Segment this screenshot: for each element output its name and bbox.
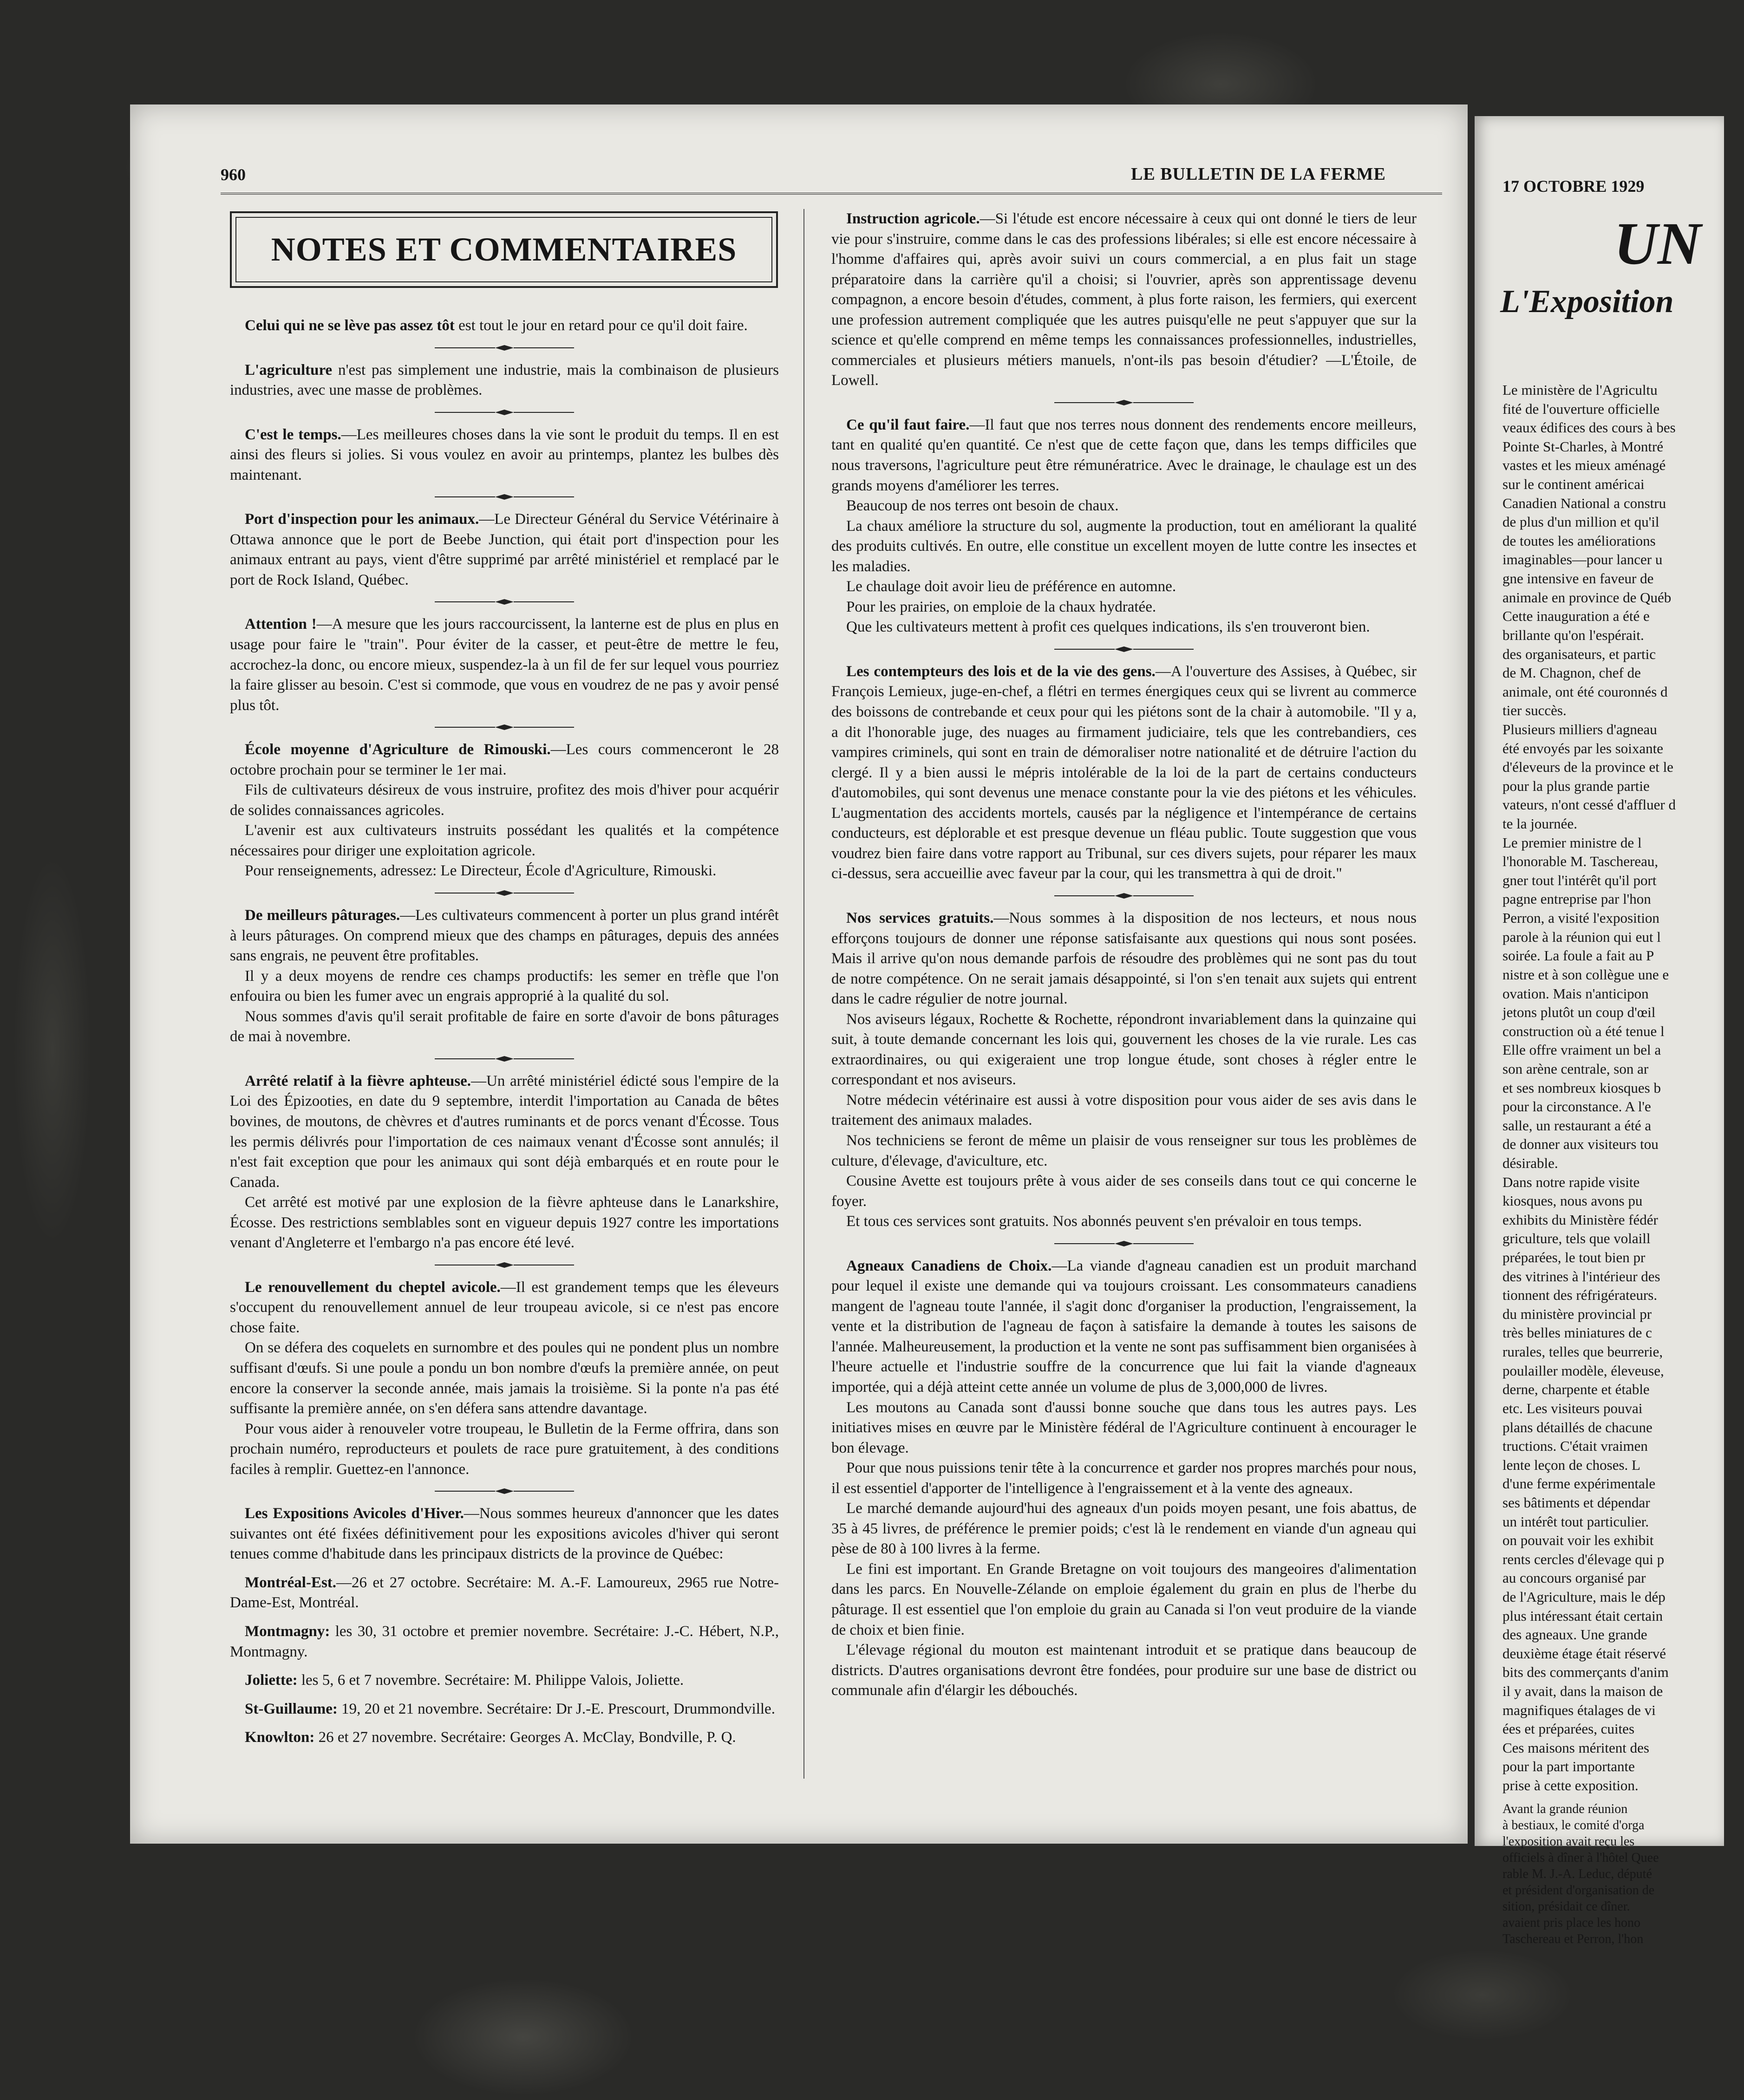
article-paragraph bbox=[230, 425, 779, 486]
left-column bbox=[230, 316, 779, 1756]
ornament-divider bbox=[1054, 1240, 1194, 1247]
article-lead: L'agriculture bbox=[245, 361, 333, 378]
article-paragraph: L'élevage régional du mouton est maintenant introduit et se pratique dans beaucoup de districts. D'autres organisations devront être fondées, pour produire sur une base de district ou communale afin d'élargir les débouchés. bbox=[831, 1642, 1417, 1699]
facing-page-line: son arène centrale, son ar bbox=[1502, 1060, 1649, 1077]
article-paragraph: On se défera des coquelets en surnombre et des poules qui ne pondent plus un nombre suffisant d'œufs. Si une poule a pondu un bon nombre d'œufs la première année, on peut encore la conserver la seconde année, mais jamais la troisième. Si la ponte n'a pas été suffisante la première année, on s'en défera sans attendre davantage. bbox=[230, 1339, 779, 1417]
article-entry bbox=[831, 209, 1417, 391]
facing-page-line: vastes et les mieux aménagé bbox=[1502, 457, 1666, 474]
article-entry bbox=[831, 415, 1417, 638]
article-paragraph: Pour vous aider à renouveler votre troupeau, le Bulletin de la Ferme offrira, dans son prochain numéro, reproducteurs et poulets de race pure gratuitement, à des conditions faciles à remplir. Guettez-en l'annonce. bbox=[230, 1420, 779, 1478]
facing-page-line: prise à cette exposition. bbox=[1502, 1777, 1639, 1794]
article-lead: École moyenne d'Agriculture de Rimouski. bbox=[245, 741, 551, 758]
facing-page-line: de plus d'un million et qu'il bbox=[1502, 514, 1659, 530]
facing-page-line: été envoyés par les soixante bbox=[1502, 740, 1664, 757]
section-title-box bbox=[230, 211, 778, 288]
article-entry bbox=[230, 1699, 779, 1720]
facing-page-line: gner tout l'intérêt qu'il port bbox=[1502, 872, 1657, 888]
article-paragraph: Le chaulage doit avoir lieu de préférence en automne. bbox=[846, 578, 1176, 595]
facing-page-line: pour la plus grande partie bbox=[1502, 777, 1650, 794]
article-paragraph bbox=[831, 415, 1417, 496]
column-divider bbox=[803, 209, 804, 1779]
article-paragraph bbox=[230, 614, 779, 716]
facing-page-line: de l'Agriculture, mais le dép bbox=[1502, 1589, 1666, 1605]
facing-page-line: d'une ferme expérimentale bbox=[1502, 1475, 1656, 1492]
facing-page-line: tructions. C'était vraimen bbox=[1502, 1438, 1648, 1454]
article-lead: Agneaux Canadiens de Choix. bbox=[846, 1257, 1052, 1274]
facing-page-line: Cette inauguration a été e bbox=[1502, 608, 1650, 625]
newspaper-page bbox=[130, 104, 1468, 1844]
facing-page-line: jetons plutôt un coup d'œil bbox=[1502, 1004, 1656, 1021]
article-entry bbox=[831, 908, 1417, 1232]
facing-page-subhead: L'Exposition bbox=[1500, 284, 1674, 320]
article-paragraph: Notre médecin vétérinaire est aussi à votre disposition pour vous aider de ses avis dans le traitement des animaux malades. bbox=[831, 1091, 1417, 1129]
article-entry bbox=[230, 425, 779, 486]
article-body: —Si l'étude est encore nécessaire à ceux qui ont donné le tiers de leur vie pour s'instruire, comme dans le cas des professions libérales; si elle est encore nécessaire à l'homme d'affaires qui, après avoir suivi un cours commercial, a en plus fait un stage préparatoire dans la carrière qu'il a choisi; si l'ouvrier, après son apprentissage devenu compagnon, a encore besoin d'études, comment, à plus forte raison, les fermiers, qui exercent une profession autrement compliquée que les autres puisqu'elle ne peut s'appuyer que sur la science et qu'elle comprend en même temps les connaissances professionnelles, industrielles, commerciales et plusieurs métiers manuels, n'ont-ils pas besoin d'étudier? —L'Étoile, de Lowell. bbox=[831, 210, 1417, 389]
facing-page-line: et ses nombreux kiosques b bbox=[1502, 1079, 1661, 1096]
article-body: les 30, 31 octobre et premier novembre. Secrétaire: J.-C. Hébert, N.P., Montmagny. bbox=[230, 1623, 779, 1660]
article-paragraph: Et tous ces services sont gratuits. Nos abonnés peuvent s'en prévaloir en tous temps. bbox=[846, 1213, 1362, 1230]
facing-page-line: sur le continent américai bbox=[1502, 476, 1645, 493]
facing-page-line: d'éleveurs de la province et le bbox=[1502, 759, 1673, 776]
article-paragraph: Beaucoup de nos terres ont besoin de chaux. bbox=[846, 497, 1119, 515]
facing-page-line: Perron, a visité l'exposition bbox=[1502, 910, 1659, 926]
article-paragraph bbox=[230, 1728, 779, 1748]
ornament-divider bbox=[435, 494, 574, 500]
ornament-divider bbox=[435, 724, 574, 730]
article-paragraph: Nos techniciens se feront de même un plaisir de vous renseigner sur tous les problèmes de culture, d'élevage, d'aviculture, etc. bbox=[831, 1132, 1417, 1169]
facing-page-line: parole à la réunion qui eut l bbox=[1502, 928, 1661, 945]
header-rule bbox=[221, 193, 1442, 195]
article-body: —Nous sommes heureux d'annoncer que les dates suivantes ont été fixées définitivement pour les expositions avicoles d'hiver qui seront tenues comme d'habitude dans les principaux districts de la province de Québec: bbox=[230, 1505, 779, 1563]
facing-page-line: il y avait, dans la maison de bbox=[1502, 1683, 1663, 1700]
facing-page-line: de donner aux visiteurs tou bbox=[1502, 1136, 1659, 1153]
facing-page-line: ées et préparées, cuites bbox=[1502, 1721, 1635, 1737]
article-entry bbox=[230, 509, 779, 590]
article-body: n'est pas simplement une industrie, mais la combinaison de plusieurs industries, avec une masse de problèmes. bbox=[230, 361, 779, 399]
ornament-divider bbox=[435, 1056, 574, 1062]
facing-page-line: veaux édifices des cours à bes bbox=[1502, 419, 1676, 436]
article-lead: Arrêté relatif à la fièvre aphteuse. bbox=[245, 1072, 471, 1089]
article-paragraph bbox=[230, 1504, 779, 1565]
facing-page-line: pour la part importante bbox=[1502, 1758, 1635, 1775]
facing-page-line: derne, charpente et étable bbox=[1502, 1381, 1650, 1398]
article-paragraph bbox=[230, 1670, 779, 1691]
article-paragraph: Cousine Avette est toujours prête à vous aider de ses conseils dans tout ce qui concerne le foyer. bbox=[831, 1173, 1417, 1210]
article-paragraph: Pour renseignements, adressez: Le Directeur, École d'Agriculture, Rimouski. bbox=[245, 862, 717, 880]
article-lead: Les Expositions Avicoles d'Hiver. bbox=[245, 1505, 464, 1522]
section-title: NOTES ET COMMENTAIRES bbox=[271, 231, 737, 268]
facing-page-line: préparées, le tout bien pr bbox=[1502, 1249, 1646, 1266]
article-entry bbox=[230, 614, 779, 716]
facing-page-line: lente leçon de choses. L bbox=[1502, 1456, 1640, 1473]
article-lead: C'est le temps. bbox=[245, 426, 341, 443]
article-entry bbox=[230, 740, 779, 881]
article-paragraph: Pour les prairies, on emploie de la chaux hydratée. bbox=[846, 598, 1156, 615]
article-paragraph: Nos aviseurs légaux, Rochette & Rochette, répondront invariablement dans la quinzaine qui suit, à toute demande concernant les lois qui, gouvernent les choses de la vie rurale. Les cas extraordinaires, ou qui exigeraient une trop longue étude, sont choses à régler entre le correspondant et nos aviseurs. bbox=[831, 1011, 1417, 1089]
middle-column bbox=[831, 209, 1417, 1709]
facing-page-line: désirable. bbox=[1502, 1154, 1558, 1171]
article-lead: St-Guillaume: bbox=[245, 1700, 338, 1717]
article-paragraph bbox=[230, 1071, 779, 1193]
facing-page-line: Dans notre rapide visite bbox=[1502, 1174, 1640, 1190]
article-lead: Nos services gratuits. bbox=[846, 909, 994, 926]
facing-page-line: ses bâtiments et dépendar bbox=[1502, 1494, 1650, 1511]
article-paragraph bbox=[831, 908, 1417, 1010]
ornament-divider bbox=[435, 890, 574, 896]
article-body: —La viande d'agneau canadien est un produit marchand pour lequel il existe une demande qui va toujours croissant. Les consommateurs canadiens mangent de l'agneau toute l'année, il s'agit donc d'organiser la production, l'engraissement, la vente et la distribution de l'agneau de façon à satisfaire la demande à toutes les saisons de l'année. Malheureusement, la production et la vente ne sont pas suffisamment bien organisées à l'heure actuelle et l'industrie souffre de la concurrence que lui fait la viande d'agneaux importée, qui a déjà atteint cette année un volume de plus de 3,000,000 de livres. bbox=[831, 1257, 1417, 1396]
article-body: les 5, 6 et 7 novembre. Secrétaire: M. Philippe Valois, Joliette. bbox=[297, 1672, 684, 1689]
article-entry bbox=[230, 1573, 779, 1613]
facing-page-small-line: l'exposition avait reçu les bbox=[1502, 1834, 1635, 1849]
article-body: —Les cultivateurs commencent à porter un plus grand intérêt à leurs pâturages. On comprend mieux que des champs en pâturages, depuis des années sans engrais, ne peuvent être profitables. bbox=[230, 907, 779, 965]
article-body: —Le Directeur Général du Service Vétérinaire à Ottawa annonce que le port de Beebe Junction, qui était port d'inspection pour les animaux entrant au pays, vient d'être supprimé par arrêté ministériel et remplacé par le port de Rock Island, Québec. bbox=[230, 511, 779, 588]
facing-page-line: plans détaillés de chacune bbox=[1502, 1419, 1653, 1435]
facing-page-line: au concours organisé par bbox=[1502, 1570, 1646, 1586]
ornament-divider bbox=[435, 345, 574, 351]
article-entry bbox=[230, 360, 779, 401]
facing-page-small-line: Taschereau et Perron, l'hon bbox=[1502, 1931, 1644, 1946]
facing-page-line: kiosques, nous avons pu bbox=[1502, 1193, 1643, 1209]
article-entry bbox=[230, 1670, 779, 1691]
article-body: —Il est grandement temps que les éleveurs s'occupent du renouvellement annuel de leur troupeau avicole, si ce n'est pas encore chose faite. bbox=[230, 1278, 779, 1336]
facing-page-line: rents cercles d'élevage qui p bbox=[1502, 1551, 1665, 1567]
facing-page-line: Le ministère de l'Agricultu bbox=[1502, 382, 1658, 398]
article-lead: Les contempteurs des lois et de la vie des gens. bbox=[846, 663, 1156, 680]
article-paragraph: Nous sommes d'avis qu'il serait profitable de faire en sorte d'avoir de bons pâturages de mai à novembre. bbox=[230, 1008, 779, 1045]
facing-page-line: imaginables—pour lancer u bbox=[1502, 551, 1663, 568]
facing-page-line: animale, ont été couronnés d bbox=[1502, 683, 1668, 700]
facing-page-headline: UN bbox=[1614, 210, 1701, 277]
article-body: —Il faut que nos terres nous donnent des rendements encore meilleurs, tant en qualité qu'en quantité. Ce n'est que de cette façon que, dans les temps difficiles que nous traversons, l'agriculture peut être rémunératrice. Avec le drainage, le chaulage est un des grands moyens d'améliorer les terres. bbox=[831, 416, 1417, 494]
article-paragraph: Fils de cultivateurs désireux de vous instruire, profitez des mois d'hiver pour acquérir de solides connaissances agricoles. bbox=[230, 782, 779, 819]
article-lead: Ce qu'il faut faire. bbox=[846, 416, 970, 433]
facing-page-line: brillante qu'on l'espérait. bbox=[1502, 626, 1644, 643]
article-paragraph bbox=[230, 316, 779, 336]
article-paragraph bbox=[230, 1622, 779, 1662]
article-entry bbox=[230, 906, 779, 1047]
facing-page-line: gne intensive en faveur de bbox=[1502, 570, 1654, 587]
ornament-divider bbox=[435, 599, 574, 605]
article-paragraph bbox=[230, 740, 779, 780]
facing-page-line: pagne entreprise par l'hon bbox=[1502, 891, 1651, 907]
facing-page-line: etc. Les visiteurs pouvai bbox=[1502, 1400, 1643, 1416]
ornament-divider bbox=[1054, 893, 1194, 899]
facing-page-line: bits des commerçants d'anim bbox=[1502, 1664, 1669, 1681]
facing-page-line: des agneaux. Une grande bbox=[1502, 1626, 1647, 1643]
facing-page-line: de M. Chagnon, chef de bbox=[1502, 665, 1641, 681]
article-body: 26 et 27 novembre. Secrétaire: Georges A. McClay, Bondville, P. Q. bbox=[314, 1729, 736, 1746]
publication-title: LE BULLETIN DE LA FERME bbox=[1131, 164, 1386, 184]
facing-page-small-line: sition, présidait ce dîner. bbox=[1502, 1899, 1630, 1914]
article-paragraph bbox=[230, 1699, 779, 1720]
article-paragraph bbox=[230, 1573, 779, 1613]
article-entry bbox=[230, 1278, 779, 1480]
article-body: —A l'ouverture des Assises, à Québec, sir François Lemieux, juge-en-chef, a flétri en termes énergiques ceux qui se livrent au commerce des boissons de contrebande et ceux pour qui les piétons sont de la chair à automobile. "Il y a, a dit l'honorable juge, des nuages au firmament judiciaire, tels que les contrebandiers, ces vampires criminels, qui sont en train de démoraliser notre nationalité et de détruire l'action du clergé. Il y a bien aussi le mépris intolérable de la loi de la part de certains conducteurs d'automobiles, qui sont devenus une menace constante pour la vie des piétons et les véhicules. L'augmentation des accidents mortels, causés par la négligence et l'intempérance de certains conducteurs, est déplorable et est presque devenue un fléau public. Toute suggestion que vous voudrez bien faire dans votre rapport au Tribunal, sur ces divers sujets, pour réparer les maux ci-dessus, sera accueillie avec faveur par la cour, qui les transmettra à qui de droit." bbox=[831, 663, 1417, 882]
facing-page-line: te la journée. bbox=[1502, 815, 1577, 832]
article-paragraph: Cet arrêté est motivé par une explosion de la fièvre aphteuse dans le Lanarkshire, Écosse. Des restrictions semblables sont en vigueur depuis 1927 contre les importations venant d'Angleterre et l'embargo n'a pas encore été levé. bbox=[230, 1194, 779, 1252]
facing-page-line: du ministère provincial pr bbox=[1502, 1305, 1652, 1322]
article-paragraph: Que les cultivateurs mettent à profit ces quelques indications, ils s'en trouveront bien. bbox=[846, 619, 1370, 636]
article-lead: Instruction agricole. bbox=[846, 210, 980, 227]
article-lead: Montréal-Est. bbox=[245, 1574, 337, 1591]
article-lead: Joliette: bbox=[245, 1672, 298, 1689]
article-lead: Celui qui ne se lève pas assez tôt bbox=[245, 317, 455, 334]
ornament-divider bbox=[435, 409, 574, 416]
facing-page-line: salle, un restaurant a été a bbox=[1502, 1117, 1652, 1134]
article-paragraph bbox=[230, 509, 779, 590]
article-paragraph: L'avenir est aux cultivateurs instruits possédant les qualités et la compétence nécessaires pour diriger une exploitation agricole. bbox=[230, 822, 779, 859]
facing-page-small-line: officiels à dîner à l'hôtel Quee bbox=[1502, 1850, 1659, 1865]
article-entry bbox=[230, 1728, 779, 1748]
article-body: —26 et 27 octobre. Secrétaire: M. A.-F. Lamoureux, 2965 rue Notre-Dame-Est, Montréal. bbox=[230, 1574, 779, 1611]
facing-page-line: Ces maisons méritent des bbox=[1502, 1739, 1649, 1756]
article-lead: Le renouvellement du cheptel avicole. bbox=[245, 1278, 501, 1296]
ornament-divider bbox=[1054, 399, 1194, 406]
facing-page-line: fité de l'ouverture officielle bbox=[1502, 400, 1660, 417]
article-lead: Montmagny: bbox=[245, 1623, 330, 1640]
article-paragraph: Le fini est important. En Grande Bretagne on voit toujours des mangeoires d'alimentation dans les parcs. En Nouvelle-Zélande on emploie également du grain en plus de l'herbe du pâturage. Il est essentiel que l'on emploie du grain au Canada si l'on veut produire de la viande de choix et bien finie. bbox=[831, 1560, 1417, 1638]
facing-page-column bbox=[1502, 381, 1744, 1947]
article-lead: De meilleurs pâturages. bbox=[245, 907, 400, 924]
article-lead: Attention ! bbox=[245, 616, 317, 633]
article-paragraph: Il y a deux moyens de rendre ces champs productifs: les semer en trèfle que l'on enfouira ou bien les fumer avec un engrais approprié à la qualité du sol. bbox=[230, 967, 779, 1005]
facing-page-line: construction où a été tenue l bbox=[1502, 1023, 1665, 1039]
facing-page-line: exhibits du Ministère fédér bbox=[1502, 1211, 1658, 1228]
facing-page-line: animale en province de Québ bbox=[1502, 589, 1672, 606]
article-body: —Un arrêté ministériel édicté sous l'empire de la Loi des Épizooties, en date du 9 septembre, interdit l'importation au Canada de bêtes bovines, de moutons, de chèvres et d'autres ruminants et de porcs venant d'Écosse. Tous les permis délivrés pour l'importation de ces naimaux venant d'Écosse sont annulés; il n'est fait exception que pour les animaux qui sont déjà embarqués et en route pour le Canada. bbox=[230, 1072, 779, 1191]
facing-page-line: Pointe St-Charles, à Montré bbox=[1502, 438, 1664, 455]
article-paragraph: Les moutons au Canada sont d'aussi bonne souche que dans tous les autres pays. Les initiatives mises en œuvre par le Ministère fédéral de l'Agriculture continuent à encourager le bon élevage. bbox=[831, 1399, 1417, 1456]
facing-page-line: nistre et à son collègue une e bbox=[1502, 966, 1669, 983]
facing-page-line: très belles miniatures de c bbox=[1502, 1324, 1652, 1341]
facing-page-line: ovation. Mais n'anticipon bbox=[1502, 985, 1649, 1002]
facing-page-small-line: à bestiaux, le comité d'orga bbox=[1502, 1818, 1645, 1833]
article-body: —Les meilleures choses dans la vie sont le produit du temps. Il en est ainsi des fleurs si jolies. Si vous voulez en avoir au printemps, plantez les bulbes dès maintenant. bbox=[230, 426, 779, 483]
facing-page-line: rurales, telles que beurrerie, bbox=[1502, 1343, 1663, 1360]
facing-page-line: soirée. La foule a fait au P bbox=[1502, 947, 1654, 964]
article-lead: Port d'inspection pour les animaux. bbox=[245, 511, 479, 528]
article-entry bbox=[230, 1504, 779, 1565]
facing-page-line: griculture, tels que volaill bbox=[1502, 1230, 1651, 1247]
article-paragraph bbox=[230, 906, 779, 966]
article-body: —Les cours commenceront le 28 octobre prochain pour se terminer le 1er mai. bbox=[230, 741, 779, 778]
facing-page-line: des organisateurs, et partic bbox=[1502, 646, 1656, 662]
facing-page-line: des vitrines à l'intérieur des bbox=[1502, 1268, 1660, 1285]
facing-page-line: deuxième étage était réservé bbox=[1502, 1645, 1666, 1662]
facing-page-date: 17 OCTOBRE 1929 bbox=[1502, 177, 1645, 196]
facing-page-small-line: avaient pris place les hono bbox=[1502, 1915, 1641, 1930]
article-body: 19, 20 et 21 novembre. Secrétaire: Dr J.-E. Prescourt, Drummondville. bbox=[337, 1700, 775, 1717]
article-entry bbox=[230, 1622, 779, 1662]
facing-page-line: l'honorable M. Taschereau, bbox=[1502, 853, 1659, 870]
article-paragraph: Le marché demande aujourd'hui des agneaux d'un poids moyen pesant, une fois abattus, de 35 à 45 livres, de préférence le premier poids; c'est là le rendement en viande d'un agneau qui pèse de 80 à 100 livres à la ferme. bbox=[831, 1500, 1417, 1558]
facing-page-small-line: rable M. J.-A. Leduc, député bbox=[1502, 1866, 1652, 1881]
facing-page-line: Le premier ministre de l bbox=[1502, 834, 1642, 851]
facing-page-line: Elle offre vraiment un bel a bbox=[1502, 1042, 1661, 1058]
facing-page-line: plus intéressant était certain bbox=[1502, 1607, 1663, 1624]
page-number: 960 bbox=[221, 165, 246, 184]
facing-page-small-line: Avant la grande réunion bbox=[1502, 1801, 1628, 1816]
article-body: —Nous sommes à la disposition de nos lecteurs, et nous nous efforçons toujours de donner une réponse satisfaisante aux questions qui nous sont posées. Mais il arrive qu'on nous demande parfois de résoudre des problèmes qui ne sont pas du tout de notre compétence. On ne serait jamais désappointé, si l'on s'en tenait aux sujets qui entrent dans le cadre régulier de notre journal. bbox=[831, 909, 1417, 1008]
facing-page-line: de toutes les améliorations bbox=[1502, 532, 1656, 549]
article-paragraph: La chaux améliore la structure du sol, augmente la production, tout en améliorant la qualité des produits cultivés. En outre, elle constitue un excellent moyen de lutte contre les insectes et les maladies. bbox=[831, 517, 1417, 575]
article-paragraph: Pour que nous puissions tenir tête à la concurrence et garder nos propres marchés pour nous, il est essentiel d'apporter de l'intelligence à l'engraissement et à la vente des agneaux. bbox=[831, 1460, 1417, 1497]
article-paragraph bbox=[831, 1256, 1417, 1398]
facing-page-line: on pouvait voir les exhibit bbox=[1502, 1532, 1654, 1549]
facing-page bbox=[1475, 116, 1724, 1946]
article-entry bbox=[831, 662, 1417, 884]
facing-page-small-line: et président d'organisation de bbox=[1502, 1883, 1655, 1898]
article-paragraph bbox=[831, 662, 1417, 884]
facing-page-line: un intérêt tout particulier. bbox=[1502, 1513, 1649, 1530]
facing-page-line: pour la circonstance. A l'e bbox=[1502, 1098, 1651, 1115]
article-entry bbox=[230, 1071, 779, 1253]
facing-page-line: magnifiques étalages de vi bbox=[1502, 1702, 1656, 1718]
ornament-divider bbox=[435, 1488, 574, 1494]
facing-page-line: Canadien National a constru bbox=[1502, 495, 1666, 511]
article-paragraph bbox=[230, 360, 779, 401]
facing-page-line: vateurs, n'ont cessé d'affluer d bbox=[1502, 796, 1676, 813]
article-body: —A mesure que les jours raccourcissent, la lanterne est de plus en plus en usage pour faire le "train". Pour éviter de la casser, et peut-être de mettre le feu, accrochez-la donc, ou encore mieux, suspendez-la à un fil de fer sur lequel vous pourriez la faire glisser au besoin. C'est si commode, que vous en voudrez de ne pas y avoir pensé plus tôt. bbox=[230, 616, 779, 714]
facing-page-line: Plusieurs milliers d'agneau bbox=[1502, 721, 1657, 737]
ornament-divider bbox=[1054, 646, 1194, 652]
ornament-divider bbox=[435, 1262, 574, 1268]
facing-page-line: poulailler modèle, éleveuse, bbox=[1502, 1362, 1664, 1379]
article-entry bbox=[831, 1256, 1417, 1701]
facing-page-line: tier succès. bbox=[1502, 702, 1567, 719]
article-paragraph bbox=[831, 209, 1417, 391]
article-lead: Knowlton: bbox=[245, 1729, 315, 1746]
article-body: est tout le jour en retard pour ce qu'il doit faire. bbox=[454, 317, 748, 334]
facing-page-line: tionnent des réfrigérateurs. bbox=[1502, 1287, 1658, 1304]
article-paragraph bbox=[230, 1278, 779, 1338]
article-entry bbox=[230, 316, 779, 336]
